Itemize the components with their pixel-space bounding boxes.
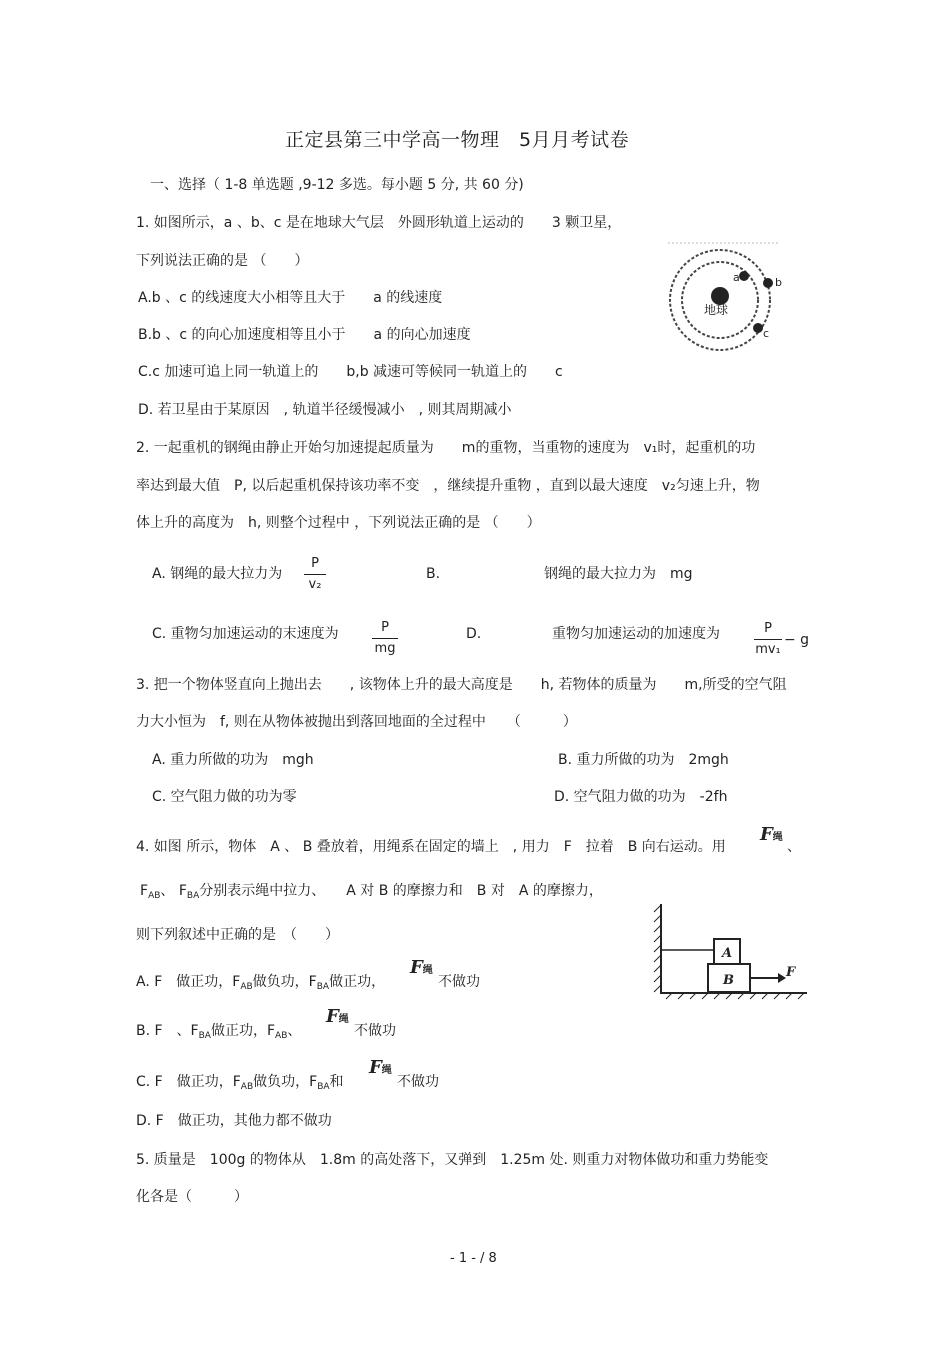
q2-option-b-label: B. (426, 566, 441, 582)
q4-stem-line2 (140, 882, 603, 905)
f-rope-letter: F (410, 957, 423, 978)
fraction-bar (754, 639, 782, 640)
f-rope-letter: F (326, 1006, 339, 1027)
fraction-numerator: P (311, 556, 319, 571)
q2-stem-line3: 体上升的高度为 h, 则整个过程中 ，下列说法正确的是 （ ） (136, 515, 541, 531)
q3-option-c: C. 空气阻力做的功为零 (152, 789, 297, 805)
q1-option-a: A.b 、c 的线速度大小相等且大于 a 的线速度 (138, 290, 443, 306)
q4-b-sub: AB (275, 1031, 288, 1041)
q2-option-d-label: D. (466, 626, 482, 642)
q2-stem-line1: 2. 一起重机的钢绳由静止开始匀加速提起质量为 m的重物，当重物的速度为 v₁时，起重机的功 (136, 440, 756, 456)
q3-option-d: D. 空气阻力做的功为 -2fh (554, 789, 728, 805)
q4-option-b-tail: 不做功 (354, 1023, 396, 1039)
q4-stem-line1-tail: 、 (787, 839, 801, 855)
q4-a-sub: AB (240, 982, 253, 992)
q1-stem-line2: 下列说法正确的是 （ ） (136, 253, 309, 269)
q2-option-d: 重物匀加速运动的加速度为 (552, 626, 720, 642)
q3-option-a: A. 重力所做的功为 mgh (152, 752, 314, 768)
q2-option-c: C. 重物匀加速运动的末速度为 (152, 626, 339, 642)
q2-option-b: 钢绳的最大拉力为 mg (544, 566, 693, 582)
q4-a-part: 做正功， (329, 974, 386, 990)
f-rope-letter: F (760, 824, 773, 845)
q5-stem-line1: 5. 质量是 100g 的物体从 1.8m 的高处落下，又弹到 1.25m 处. 则重力对物体做功和重力势能变 (136, 1152, 769, 1168)
q4-c-part: 做负功，F (253, 1074, 318, 1090)
force-arrowhead (778, 973, 786, 983)
q2-option-d-fraction (754, 621, 782, 658)
f-ab-subscript: AB (148, 891, 161, 901)
f-rope-symbol (369, 1059, 392, 1080)
q4-b-sub: BA (198, 1031, 211, 1041)
f-rope-symbol (760, 826, 783, 847)
block-b-label: B (723, 973, 734, 988)
f-ba-subscript: BA (186, 891, 200, 901)
q3-option-b: B. 重力所做的功为 2mgh (558, 752, 729, 768)
q3-stem-line1: 3. 把一个物体竖直向上抛出去 , 该物体上升的最大高度是 h, 若物体的质量为 m,所受的空气阻 (136, 677, 787, 693)
block-a-label: A (722, 946, 733, 961)
section-heading: 一、选择（ 1-8 单选题 ,9-12 多选。每小题 5 分, 共 60 分) (150, 177, 524, 193)
satellite-a (739, 271, 749, 281)
fraction-numerator: P (381, 620, 389, 635)
q4-option-c-tail: 不做功 (397, 1074, 439, 1090)
q4-c-part: 和 (329, 1074, 344, 1090)
q4-b-part: B. F 、F (136, 1023, 199, 1039)
fraction-denominator: v₂ (308, 577, 322, 592)
q3-stem-line2: 力大小恒为 f, 则在从物体被抛出到落回地面的全过程中 （ ） (136, 714, 577, 730)
fraction-denominator: mv₁ (755, 642, 781, 657)
q4-a-part: 做负功，F (252, 974, 317, 990)
q4-option-d: D. F 做正功，其他力都不做功 (136, 1113, 332, 1129)
f-ab-letter: F (140, 883, 149, 899)
q4-c-part: C. F 做正功，F (136, 1074, 241, 1090)
q4-c-sub: AB (240, 1082, 254, 1092)
q2-option-a: A. 钢绳的最大拉力为 (152, 566, 283, 582)
q1-option-b: B.b 、c 的向心加速度相等且小于 a 的向心加速度 (138, 327, 471, 343)
force-label: F (786, 965, 796, 980)
blocks-figure (652, 902, 812, 1002)
q1-stem-line1: 1. 如图所示，a 、b、c 是在地球大气层 外圆形轨道上运动的 3 颗卫星， (136, 215, 622, 231)
q1-option-d: D. 若卫星由于某原因 , 轨道半径缓慢减小 , 则其周期减小 (138, 402, 512, 418)
q4-option-c (136, 1073, 344, 1096)
f-rope-subscript: 绳 (338, 1014, 349, 1025)
q4-a-part: A. F 做正功，F (136, 974, 241, 990)
q5-stem-line2: 化各是（ ） (136, 1189, 248, 1205)
satellite-b (763, 278, 773, 288)
page-number: - 1 - / 8 (450, 1251, 497, 1266)
q4-stem-line1: 4. 如图 所示，物体 A 、 B 叠放着，用绳系在固定的墙上 , 用力 F 拉着 B 向右运动。用 (136, 839, 726, 855)
q4-b-part: 、 (287, 1023, 302, 1039)
q4-stem-line2-text: 分别表示绳中拉力、 A 对 B 的摩擦力和 B 对 A 的摩擦力， (199, 883, 603, 899)
fraction-bar (304, 574, 326, 575)
satellite-a-label: a (733, 271, 740, 284)
q4-b-part: 做正功，F (210, 1023, 276, 1039)
fraction-denominator: mg (374, 641, 396, 656)
q4-c-sub: BA (317, 1082, 330, 1092)
q4-option-a (136, 973, 385, 996)
q2-option-d-tail: − g (784, 632, 810, 648)
f-rope-symbol (326, 1008, 349, 1029)
wall-hatching (654, 905, 661, 992)
f-rope-symbol (410, 959, 433, 980)
q4-option-a-tail: 不做功 (438, 974, 480, 990)
f-rope-subscript: 绳 (381, 1065, 392, 1076)
q2-option-a-fraction (304, 556, 326, 593)
satellite-b-label: b (775, 276, 782, 289)
q4-option-b (136, 1022, 301, 1045)
earth-label: 地球 (704, 303, 729, 317)
satellite-c-label: c (763, 327, 770, 340)
q2-stem-line2: 率达到最大值 P, 以后起重机保持该功率不变 ，继续提升重物 ，直到以最大速度 v₂匀速上升，物 (136, 478, 760, 494)
f-rope-subscript: 绳 (422, 965, 433, 976)
f-rope-letter: F (369, 1057, 382, 1078)
satellite-orbit-figure (660, 238, 790, 363)
q4-a-sub: BA (316, 982, 330, 992)
satellite-c (753, 323, 763, 333)
q2-option-c-fraction (372, 620, 398, 657)
fraction-numerator: P (764, 621, 772, 636)
f-ba-letter: 、 F (160, 883, 187, 899)
fraction-bar (372, 638, 398, 639)
page-title: 正定县第三中学高一物理 5月月考试卷 (285, 129, 630, 151)
q1-option-c: C.c 加速可追上同一轨道上的 b,b 减速可等候同一轨道上的 c (138, 364, 563, 380)
q4-stem-line3: 则下列叙述中正确的是 （ ） (136, 927, 339, 943)
f-rope-subscript: 绳 (772, 832, 783, 843)
